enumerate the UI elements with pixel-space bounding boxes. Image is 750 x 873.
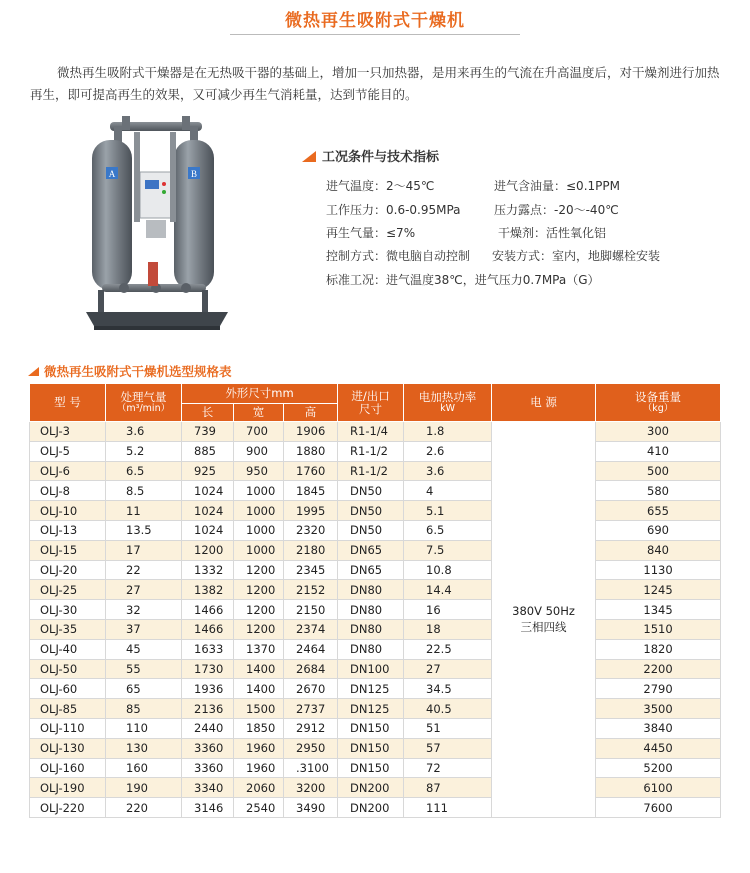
cell-heater: 2.6 — [404, 441, 492, 461]
cell-flow: 22 — [106, 560, 182, 580]
tank-b-label: B — [190, 169, 198, 179]
cell-port: DN80 — [338, 639, 404, 659]
table-row — [30, 540, 721, 560]
cell-flow: 220 — [106, 798, 182, 818]
cell-width: 1370 — [234, 639, 284, 659]
cell-port: R1-1/2 — [338, 461, 404, 481]
spec-standard-condition: 标准工况：进气温度38℃，进气压力0.7MPa（G） — [326, 273, 600, 287]
cell-heater: 22.5 — [404, 639, 492, 659]
cell-length: 925 — [182, 461, 234, 481]
cell-width: 1960 — [234, 758, 284, 778]
cell-height: 2152 — [284, 580, 338, 600]
cell-port: DN80 — [338, 600, 404, 620]
cell-model: OLJ-20 — [30, 560, 106, 580]
cell-width: 1200 — [234, 560, 284, 580]
cell-model: OLJ-35 — [30, 619, 106, 639]
table-row — [30, 639, 721, 659]
cell-height: 1995 — [284, 501, 338, 521]
header-flow: 处理气量 （m³/min） — [106, 384, 182, 422]
cell-weight: 840 — [596, 540, 721, 560]
cell-flow: 8.5 — [106, 481, 182, 501]
cell-heater: 18 — [404, 619, 492, 639]
cell-length: 1936 — [182, 679, 234, 699]
cell-height: 2345 — [284, 560, 338, 580]
cell-width: 2060 — [234, 778, 284, 798]
cell-weight: 3840 — [596, 718, 721, 738]
table-row — [30, 501, 721, 521]
intro-paragraph: 微热再生吸附式干燥器是在无热吸干器的基础上，增加一只加热器，是用来再生的气流在升高温度后，对干燥剂进行加热再生，即可提高再生的效果，又可减少再生气消耗量，达到节能目的。 — [30, 65, 720, 102]
cell-model: OLJ-13 — [30, 520, 106, 540]
cell-width: 900 — [234, 441, 284, 461]
cell-flow: 190 — [106, 778, 182, 798]
cell-weight: 580 — [596, 481, 721, 501]
cell-port: DN80 — [338, 580, 404, 600]
cell-model: OLJ-15 — [30, 540, 106, 560]
cell-heater: 14.4 — [404, 580, 492, 600]
cell-height: 2180 — [284, 540, 338, 560]
header-width: 宽 — [234, 404, 284, 422]
cell-width: 700 — [234, 422, 284, 442]
table-row — [30, 778, 721, 798]
cell-heater: 51 — [404, 718, 492, 738]
cell-length: 1633 — [182, 639, 234, 659]
cell-model: OLJ-8 — [30, 481, 106, 501]
cell-heater: 40.5 — [404, 699, 492, 719]
cell-weight: 655 — [596, 501, 721, 521]
cell-length: 3146 — [182, 798, 234, 818]
cell-port: R1-1/2 — [338, 441, 404, 461]
cell-port: DN80 — [338, 619, 404, 639]
cell-model: OLJ-25 — [30, 580, 106, 600]
cell-width: 1850 — [234, 718, 284, 738]
cell-width: 1000 — [234, 520, 284, 540]
cell-length: 3340 — [182, 778, 234, 798]
cell-model: OLJ-50 — [30, 659, 106, 679]
cell-flow: 45 — [106, 639, 182, 659]
table-row — [30, 798, 721, 818]
cell-height: 2737 — [284, 699, 338, 719]
header-weight: 设备重量 （kg） — [596, 384, 721, 422]
header-dims: 外形尺寸mm — [182, 384, 338, 404]
cell-model: OLJ-110 — [30, 718, 106, 738]
cell-heater: 4 — [404, 481, 492, 501]
cell-height: 1906 — [284, 422, 338, 442]
cell-model: OLJ-85 — [30, 699, 106, 719]
table-row — [30, 619, 721, 639]
cell-port: DN150 — [338, 738, 404, 758]
cell-model: OLJ-5 — [30, 441, 106, 461]
cell-width: 1000 — [234, 481, 284, 501]
cell-port: DN100 — [338, 659, 404, 679]
conditions-heading: 工况条件与技术指标 — [302, 146, 439, 165]
cell-heater: 5.1 — [404, 501, 492, 521]
power-supply-phase: 三相四线 — [520, 620, 567, 635]
header-port: 进/出口 尺寸 — [338, 384, 404, 422]
cell-length: 1730 — [182, 659, 234, 679]
header-model: 型 号 — [30, 384, 106, 422]
spec-desiccant: 干燥剂：活性氧化铝 — [498, 226, 607, 240]
cell-flow: 6.5 — [106, 461, 182, 481]
cell-heater: 27 — [404, 659, 492, 679]
cell-flow: 13.5 — [106, 520, 182, 540]
cell-width: 1200 — [234, 580, 284, 600]
cell-port: DN65 — [338, 540, 404, 560]
spec-dew-point: 压力露点：-20～-40℃ — [494, 203, 619, 217]
cell-flow: 17 — [106, 540, 182, 560]
heading-triangle-icon — [302, 151, 316, 162]
cell-length: 739 — [182, 422, 234, 442]
cell-weight: 500 — [596, 461, 721, 481]
cell-flow: 3.6 — [106, 422, 182, 442]
cell-port: R1-1/4 — [338, 422, 404, 442]
cell-width: 2540 — [234, 798, 284, 818]
heading-triangle-icon — [28, 367, 39, 376]
cell-weight: 1820 — [596, 639, 721, 659]
header-length: 长 — [182, 404, 234, 422]
spec-table-body — [30, 422, 721, 818]
spec-table — [29, 383, 721, 818]
cell-port: DN200 — [338, 778, 404, 798]
cell-width: 1200 — [234, 619, 284, 639]
cell-length: 1024 — [182, 501, 234, 521]
cell-length: 1200 — [182, 540, 234, 560]
cell-weight: 2200 — [596, 659, 721, 679]
cell-width: 1400 — [234, 659, 284, 679]
cell-flow: 11 — [106, 501, 182, 521]
cell-heater: 34.5 — [404, 679, 492, 699]
cell-height: 3200 — [284, 778, 338, 798]
cell-weight: 1510 — [596, 619, 721, 639]
cell-length: 1382 — [182, 580, 234, 600]
cell-width: 1000 — [234, 501, 284, 521]
cell-heater: 10.8 — [404, 560, 492, 580]
page-title: 微热再生吸附式干燥机 — [285, 11, 465, 31]
dryer-machine-image — [82, 112, 232, 342]
table-row — [30, 441, 721, 461]
cell-flow: 5.2 — [106, 441, 182, 461]
spec-inlet-temp: 进气温度：2～45℃ — [326, 179, 435, 193]
cell-flow: 27 — [106, 580, 182, 600]
cell-length: 1024 — [182, 481, 234, 501]
spec-install-mode: 安装方式：室内，地脚螺栓安装 — [492, 249, 661, 263]
cell-height: 2684 — [284, 659, 338, 679]
cell-port: DN50 — [338, 481, 404, 501]
cell-model: OLJ-220 — [30, 798, 106, 818]
cell-flow: 55 — [106, 659, 182, 679]
cell-flow: 130 — [106, 738, 182, 758]
cell-port: DN150 — [338, 758, 404, 778]
cell-weight: 6100 — [596, 778, 721, 798]
cell-height: 2320 — [284, 520, 338, 540]
cell-height: 1845 — [284, 481, 338, 501]
cell-height: 2464 — [284, 639, 338, 659]
table-row — [30, 461, 721, 481]
tank-a-label: A — [108, 169, 116, 179]
table-row — [30, 580, 721, 600]
table-row — [30, 738, 721, 758]
header-power: 电 源 — [492, 384, 596, 422]
cell-weight: 5200 — [596, 758, 721, 778]
cell-model: OLJ-190 — [30, 778, 106, 798]
power-supply-voltage: 380V 50Hz — [512, 604, 575, 619]
cell-width: 950 — [234, 461, 284, 481]
cell-port: DN50 — [338, 520, 404, 540]
title-divider — [230, 34, 520, 35]
cell-weight: 410 — [596, 441, 721, 461]
cell-length: 1024 — [182, 520, 234, 540]
cell-model: OLJ-40 — [30, 639, 106, 659]
cell-height: 1880 — [284, 441, 338, 461]
cell-length: 1466 — [182, 619, 234, 639]
cell-weight: 2790 — [596, 679, 721, 699]
cell-length: 2136 — [182, 699, 234, 719]
cell-heater: 57 — [404, 738, 492, 758]
cell-height: .3100 — [284, 758, 338, 778]
table-row — [30, 699, 721, 719]
cell-model: OLJ-30 — [30, 600, 106, 620]
cell-width: 1500 — [234, 699, 284, 719]
cell-height: 3490 — [284, 798, 338, 818]
cell-width: 1200 — [234, 600, 284, 620]
table-row — [30, 679, 721, 699]
cell-height: 2670 — [284, 679, 338, 699]
cell-heater: 72 — [404, 758, 492, 778]
cell-port: DN65 — [338, 560, 404, 580]
cell-length: 2440 — [182, 718, 234, 738]
table-row — [30, 600, 721, 620]
cell-heater: 16 — [404, 600, 492, 620]
cell-weight: 690 — [596, 520, 721, 540]
spec-oil-content: 进气含油量：≤0.1PPM — [494, 179, 620, 193]
cell-heater: 7.5 — [404, 540, 492, 560]
cell-length: 1466 — [182, 600, 234, 620]
spec-regen-gas: 再生气量：≤7% — [326, 226, 416, 240]
cell-flow: 32 — [106, 600, 182, 620]
cell-width: 1000 — [234, 540, 284, 560]
cell-weight: 1245 — [596, 580, 721, 600]
cell-flow: 65 — [106, 679, 182, 699]
cell-height: 1760 — [284, 461, 338, 481]
cell-flow: 85 — [106, 699, 182, 719]
cell-height: 2150 — [284, 600, 338, 620]
cell-width: 1400 — [234, 679, 284, 699]
cell-port: DN125 — [338, 679, 404, 699]
cell-flow: 110 — [106, 718, 182, 738]
header-height: 高 — [284, 404, 338, 422]
table-row — [30, 520, 721, 540]
cell-weight: 300 — [596, 422, 721, 442]
cell-length: 3360 — [182, 738, 234, 758]
cell-weight: 7600 — [596, 798, 721, 818]
cell-height: 2912 — [284, 718, 338, 738]
cell-heater: 111 — [404, 798, 492, 818]
cell-model: OLJ-6 — [30, 461, 106, 481]
cell-model: OLJ-3 — [30, 422, 106, 442]
cell-length: 885 — [182, 441, 234, 461]
cell-weight: 1345 — [596, 600, 721, 620]
cell-height: 2374 — [284, 619, 338, 639]
header-heater: 电加热功率 kW — [404, 384, 492, 422]
cell-port: DN125 — [338, 699, 404, 719]
table-row — [30, 758, 721, 778]
cell-model: OLJ-160 — [30, 758, 106, 778]
table-row — [30, 718, 721, 738]
cell-width: 1960 — [234, 738, 284, 758]
cell-weight: 3500 — [596, 699, 721, 719]
table-row — [30, 659, 721, 679]
table-row — [30, 481, 721, 501]
cell-length: 1332 — [182, 560, 234, 580]
cell-weight: 4450 — [596, 738, 721, 758]
cell-model: OLJ-130 — [30, 738, 106, 758]
cell-port: DN50 — [338, 501, 404, 521]
spec-work-pressure: 工作压力：0.6-0.95MPa — [326, 203, 461, 217]
cell-heater: 6.5 — [404, 520, 492, 540]
cell-heater: 1.8 — [404, 422, 492, 442]
table-row — [30, 422, 721, 442]
cell-length: 3360 — [182, 758, 234, 778]
cell-heater: 3.6 — [404, 461, 492, 481]
cell-weight: 1130 — [596, 560, 721, 580]
cell-power-supply — [492, 422, 596, 818]
cell-port: DN150 — [338, 718, 404, 738]
table-row — [30, 560, 721, 580]
cell-flow: 160 — [106, 758, 182, 778]
table-heading: 微热再生吸附式干燥机选型规格表 — [28, 362, 232, 380]
cell-height: 2950 — [284, 738, 338, 758]
cell-flow: 37 — [106, 619, 182, 639]
cell-model: OLJ-10 — [30, 501, 106, 521]
cell-model: OLJ-60 — [30, 679, 106, 699]
spec-control-mode: 控制方式：微电脑自动控制 — [326, 249, 471, 263]
cell-heater: 87 — [404, 778, 492, 798]
cell-port: DN200 — [338, 798, 404, 818]
